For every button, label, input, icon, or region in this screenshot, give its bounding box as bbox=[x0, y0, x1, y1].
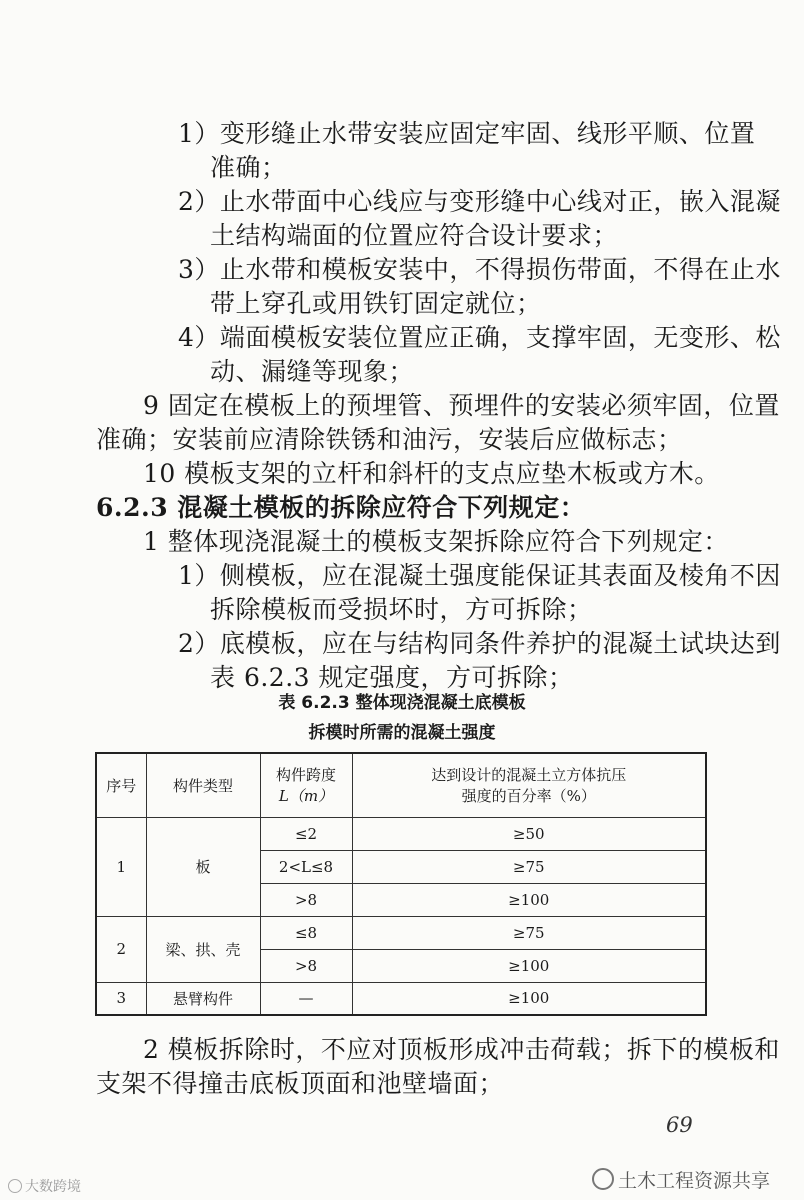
cell-seq: 1 bbox=[96, 817, 146, 916]
cell-strength: ≥100 bbox=[352, 949, 706, 982]
body-line: 9 固定在模板上的预埋管、预埋件的安装必须牢固，位置 bbox=[143, 391, 780, 420]
body-line: 土结构端面的位置应符合设计要求； bbox=[210, 221, 619, 250]
body-line: 准确； bbox=[210, 153, 287, 182]
header-strength bbox=[352, 753, 706, 817]
cell-span: ≤8 bbox=[260, 916, 352, 949]
body-line: 4）端面模板安装位置应正确，支撑牢固，无变形、松 bbox=[178, 323, 781, 352]
watermark-left bbox=[8, 1176, 81, 1196]
body-line: 1）侧模板，应在混凝土强度能保证其表面及棱角不因 bbox=[178, 561, 781, 590]
cell-span: 2<L≤8 bbox=[260, 850, 352, 883]
cell-strength: ≥75 bbox=[352, 850, 706, 883]
watermark-right bbox=[592, 1166, 770, 1193]
header-span-line2: L（m） bbox=[278, 787, 334, 806]
header-seq: 序号 bbox=[96, 753, 146, 817]
table-header-row bbox=[96, 753, 706, 817]
cell-strength: ≥50 bbox=[352, 817, 706, 850]
body-line: 3）止水带和模板安装中，不得损伤带面，不得在止水 bbox=[178, 255, 781, 284]
table-row bbox=[96, 817, 706, 850]
cell-span: >8 bbox=[260, 883, 352, 916]
header-type: 构件类型 bbox=[146, 753, 260, 817]
cell-strength: ≥100 bbox=[352, 982, 706, 1015]
cell-seq: 2 bbox=[96, 916, 146, 982]
cell-strength: ≥100 bbox=[352, 883, 706, 916]
body-line: 2 模板拆除时，不应对顶板形成冲击荷载；拆下的模板和 bbox=[143, 1035, 780, 1064]
watermark-right-text: 土木工程资源共享 bbox=[618, 1170, 771, 1192]
strength-table bbox=[95, 752, 707, 1016]
page-number: 69 bbox=[666, 1113, 693, 1137]
cell-span: ≤2 bbox=[260, 817, 352, 850]
table-row bbox=[96, 916, 706, 949]
section-heading: 6.2.3 混凝土模板的拆除应符合下列规定： bbox=[96, 493, 586, 522]
header-strength-line1: 达到设计的混凝土立方体抗压 bbox=[431, 766, 627, 785]
table-caption-line2: 拆模时所需的混凝土强度 bbox=[308, 723, 496, 743]
cell-span: >8 bbox=[260, 949, 352, 982]
body-line: 1 整体现浇混凝土的模板支架拆除应符合下列规定： bbox=[143, 527, 729, 556]
body-line: 拆除模板而受损坏时，方可拆除； bbox=[210, 595, 593, 624]
cell-span: — bbox=[260, 982, 352, 1015]
body-line: 准确；安装前应清除铁锈和油污，安装后应做标志； bbox=[96, 425, 683, 454]
table-row bbox=[96, 982, 706, 1015]
body-line: 2）底模板，应在与结构同条件养护的混凝土试块达到 bbox=[178, 629, 781, 658]
header-strength-line2: 强度的百分率（%） bbox=[461, 787, 596, 806]
body-line: 支架不得撞击底板顶面和池壁墙面； bbox=[96, 1069, 505, 1098]
header-span-line1: 构件跨度 bbox=[275, 766, 336, 785]
cell-type: 板 bbox=[146, 817, 260, 916]
cell-type: 悬臂构件 bbox=[146, 982, 260, 1015]
body-line: 10 模板支架的立杆和斜杆的支点应垫木板或方木。 bbox=[143, 459, 720, 488]
body-line: 带上穿孔或用铁钉固定就位； bbox=[210, 289, 542, 318]
body-line: 动、漏缝等现象； bbox=[210, 357, 415, 386]
watermark-left-text: 大数跨境 bbox=[25, 1179, 81, 1195]
wechat-icon bbox=[592, 1168, 614, 1190]
body-line: 表 6.2.3 规定强度，方可拆除； bbox=[210, 663, 574, 692]
table-caption-line1: 表 6.2.3 整体现浇混凝土底模板 bbox=[278, 693, 526, 713]
cell-seq: 3 bbox=[96, 982, 146, 1015]
cell-type: 梁、拱、壳 bbox=[146, 916, 260, 982]
brand-icon bbox=[8, 1179, 22, 1193]
body-line: 1）变形缝止水带安装应固定牢固、线形平顺、位置 bbox=[178, 119, 756, 148]
body-line: 2）止水带面中心线应与变形缝中心线对正，嵌入混凝 bbox=[178, 187, 781, 216]
cell-strength: ≥75 bbox=[352, 916, 706, 949]
header-span bbox=[260, 753, 352, 817]
